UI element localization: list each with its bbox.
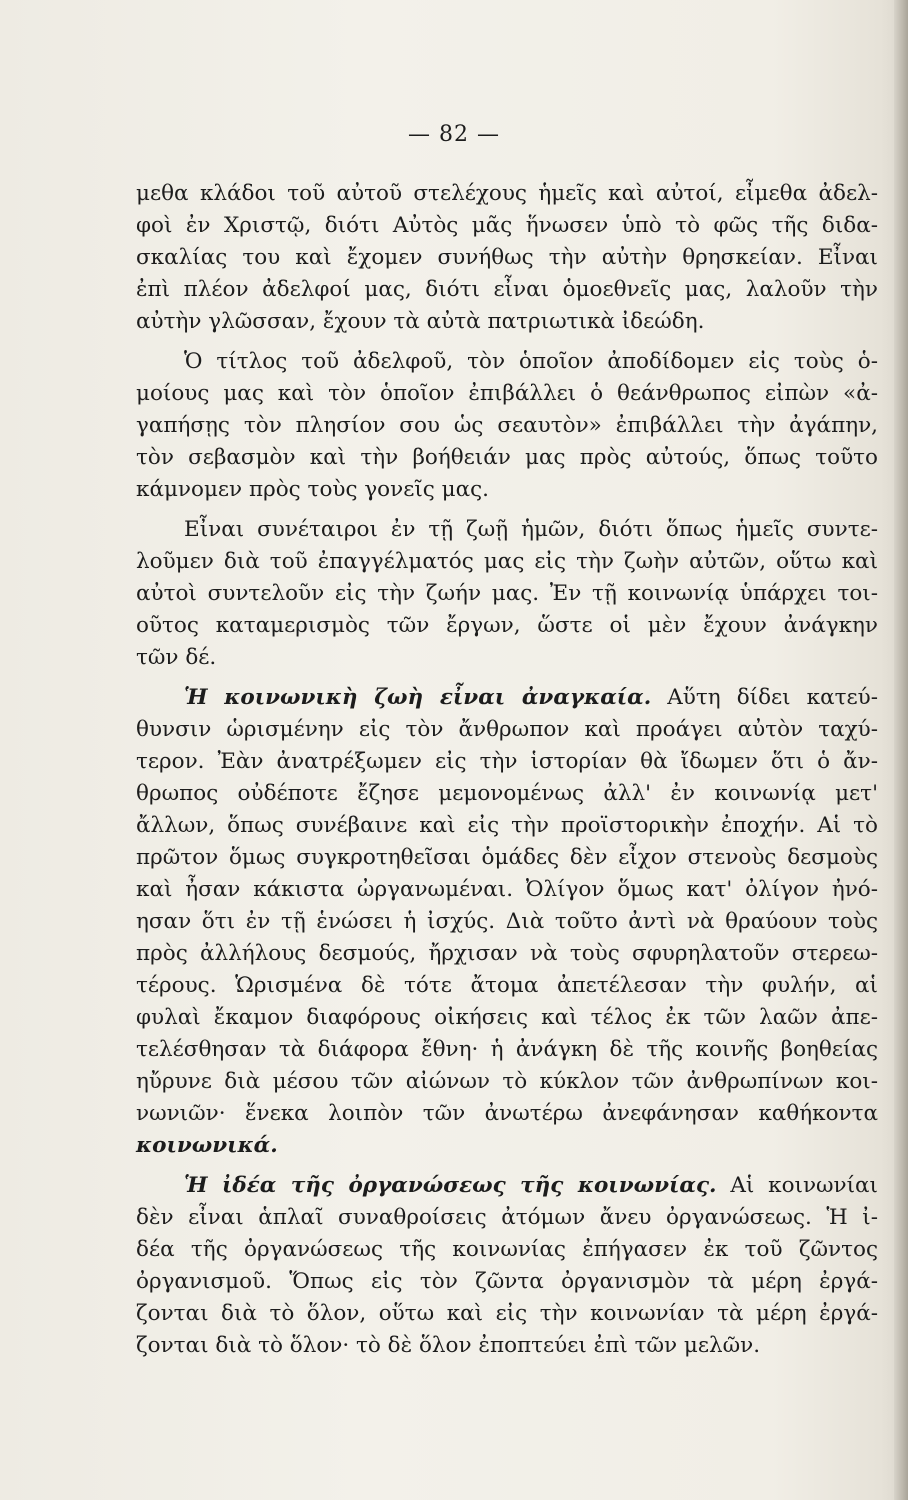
- text-line: νωνιῶν· ἕνεκα λοιπὸν τῶν ἀνωτέρω ἀνεφάνησαν καθήκοντα: [136, 1101, 878, 1126]
- text-line: αὐτὴν γλῶσσαν, ἔχουν τὰ αὐτὰ πατριωτικὰ ἰδεώδη.: [136, 309, 705, 334]
- text-line: πρὸς ἀλλήλους δεσμούς, ἤρχισαν νὰ τοὺς σφυρηλατοῦν στερεω-: [136, 941, 878, 966]
- text-fragment: Αὕτη δίδει κατεύ-: [667, 685, 878, 710]
- text-line: δέα τῆς ὀργανώσεως τῆς κοινωνίας ἐπήγασεν ἐκ τοῦ ζῶντος: [136, 1237, 878, 1262]
- text-line: αὐτοὶ συντελοῦν εἰς τὴν ζωήν μας. Ἐν τῇ κοινωνίᾳ ὑπάρχει τοι-: [136, 581, 878, 606]
- text-line: δὲν εἶναι ἁπλαῖ συναθροίσεις ἀτόμων ἄνευ ὀργανώσεως. Ἡ ἰ-: [136, 1205, 878, 1230]
- page-binding-edge: [894, 0, 908, 1500]
- text-line: γαπήσῃς τὸν πλησίον σου ὡς σεαυτὸν» ἐπιβάλλει τὴν ἀγάπην,: [136, 413, 878, 438]
- text-line: πρῶτον ὅμως συγκροτηθεῖσαι ὁμάδες δὲν εἶχον στενοὺς δεσμοὺς: [136, 845, 878, 870]
- section-heading-social-life: Ἡ κοινωνικὴ ζωὴ εἶναι ἀναγκαία.: [184, 685, 652, 710]
- text-line: Εἶναι συνέταιροι ἐν τῇ ζωῇ ἡμῶν, διότι ὅπως ἡμεῖς συντε-: [184, 517, 878, 542]
- text-line: ὀργανισμοῦ. Ὅπως εἰς τὸν ζῶντα ὀργανισμὸν τὰ μέρη ἐργά-: [136, 1269, 878, 1294]
- text-line: κοινωνικά.: [136, 1133, 278, 1158]
- text-line: [136, 1170, 878, 1202]
- text-line: Ὁ τίτλος τοῦ ἀδελφοῦ, τὸν ὁποῖον ἀποδίδομεν εἰς τοὺς ὁ-: [184, 349, 878, 374]
- text-line: λοῦμεν διὰ τοῦ ἐπαγγέλματός μας εἰς τὴν ζωὴν αὐτῶν, οὕτω καὶ: [136, 549, 878, 574]
- text-line: [136, 682, 878, 714]
- text-line: τέρους. Ὡρισμένα δὲ τότε ἄτομα ἀπετέλεσαν τὴν φυλήν, αἱ: [136, 973, 878, 998]
- text-line: ηὔρυνε διὰ μέσου τῶν αἰώνων τὸ κύκλον τῶν ἀνθρωπίνων κοι-: [136, 1069, 878, 1094]
- text-line: ζονται διὰ τὸ ὅλον, οὕτω καὶ εἰς τὴν κοινωνίαν τὰ μέρη ἐργά-: [136, 1301, 878, 1326]
- text-line: μεθα κλάδοι τοῦ αὐτοῦ στελέχους ἡμεῖς καὶ αὐτοί, εἶμεθα ἀδελ-: [136, 181, 878, 206]
- text-line: θυνσιν ὡρισμένην εἰς τὸν ἄνθρωπον καὶ προάγει αὐτὸν ταχύ-: [136, 717, 878, 742]
- text-fragment: Αἱ κοινωνίαι: [730, 1173, 878, 1198]
- text-line: μοίους μας καὶ τὸν ὁποῖον ἐπιβάλλει ὁ θεάνθρωπος εἰπὼν «ἀ-: [136, 381, 878, 406]
- text-line: φυλαὶ ἔκαμον διαφόρους οἰκήσεις καὶ τέλος ἐκ τῶν λαῶν ἀπε-: [136, 1005, 878, 1030]
- page-number: — 82 —: [408, 122, 500, 147]
- text-line: τῶν δέ.: [136, 645, 217, 670]
- text-line: τελέσθησαν τὰ διάφορα ἔθνη· ἡ ἀνάγκη δὲ τῆς κοινῆς βοηθείας: [136, 1037, 878, 1062]
- text-line: φοὶ ἐν Χριστῷ, διότι Αὐτὸς μᾶς ἥνωσεν ὑπὸ τὸ φῶς τῆς διδα-: [136, 213, 878, 238]
- section-heading-organization: Ἡ ἰδέα τῆς ὀργανώσεως τῆς κοινωνίας.: [184, 1173, 717, 1198]
- text-line: θρωπος οὐδέποτε ἔζησε μεμονομένως ἀλλ' ἐν κοινωνίᾳ μετ': [136, 781, 878, 806]
- text-line: ἄλλων, ὅπως συνέβαινε καὶ εἰς τὴν προϊστορικὴν ἐποχήν. Αἱ τὸ: [136, 813, 878, 838]
- text-line: τερον. Ἐὰν ἀνατρέξωμεν εἰς τὴν ἱστορίαν θὰ ἴδωμεν ὅτι ὁ ἄν-: [136, 749, 878, 774]
- text-line: ἐπὶ πλέον ἀδελφοί μας, διότι εἶναι ὁμοεθνεῖς μας, λαλοῦν τὴν: [136, 277, 878, 302]
- text-line: ησαν ὅτι ἐν τῇ ἑνώσει ἡ ἰσχύς. Διὰ τοῦτο ἀντὶ νὰ θραύουν τοὺς: [136, 909, 878, 934]
- text-line: τὸν σεβασμὸν καὶ τὴν βοήθειάν μας πρὸς αὐτούς, ὅπως τοῦτο: [136, 445, 878, 470]
- text-line: κάμνομεν πρὸς τοὺς γονεῖς μας.: [136, 477, 490, 502]
- text-line: οῦτος καταμερισμὸς τῶν ἔργων, ὥστε οἱ μὲν ἔχουν ἀνάγκην: [136, 613, 878, 638]
- text-line: σκαλίας του καὶ ἔχομεν συνήθως τὴν αὐτὴν θρησκείαν. Εἶναι: [136, 245, 878, 270]
- text-line: καὶ ἦσαν κάκιστα ὠργανωμέναι. Ὀλίγον ὅμως κατ' ὀλίγον ἠνό-: [136, 877, 878, 902]
- text-line: ζονται διὰ τὸ ὅλον· τὸ δὲ ὅλον ἐποπτεύει ἐπὶ τῶν μελῶν.: [136, 1333, 761, 1358]
